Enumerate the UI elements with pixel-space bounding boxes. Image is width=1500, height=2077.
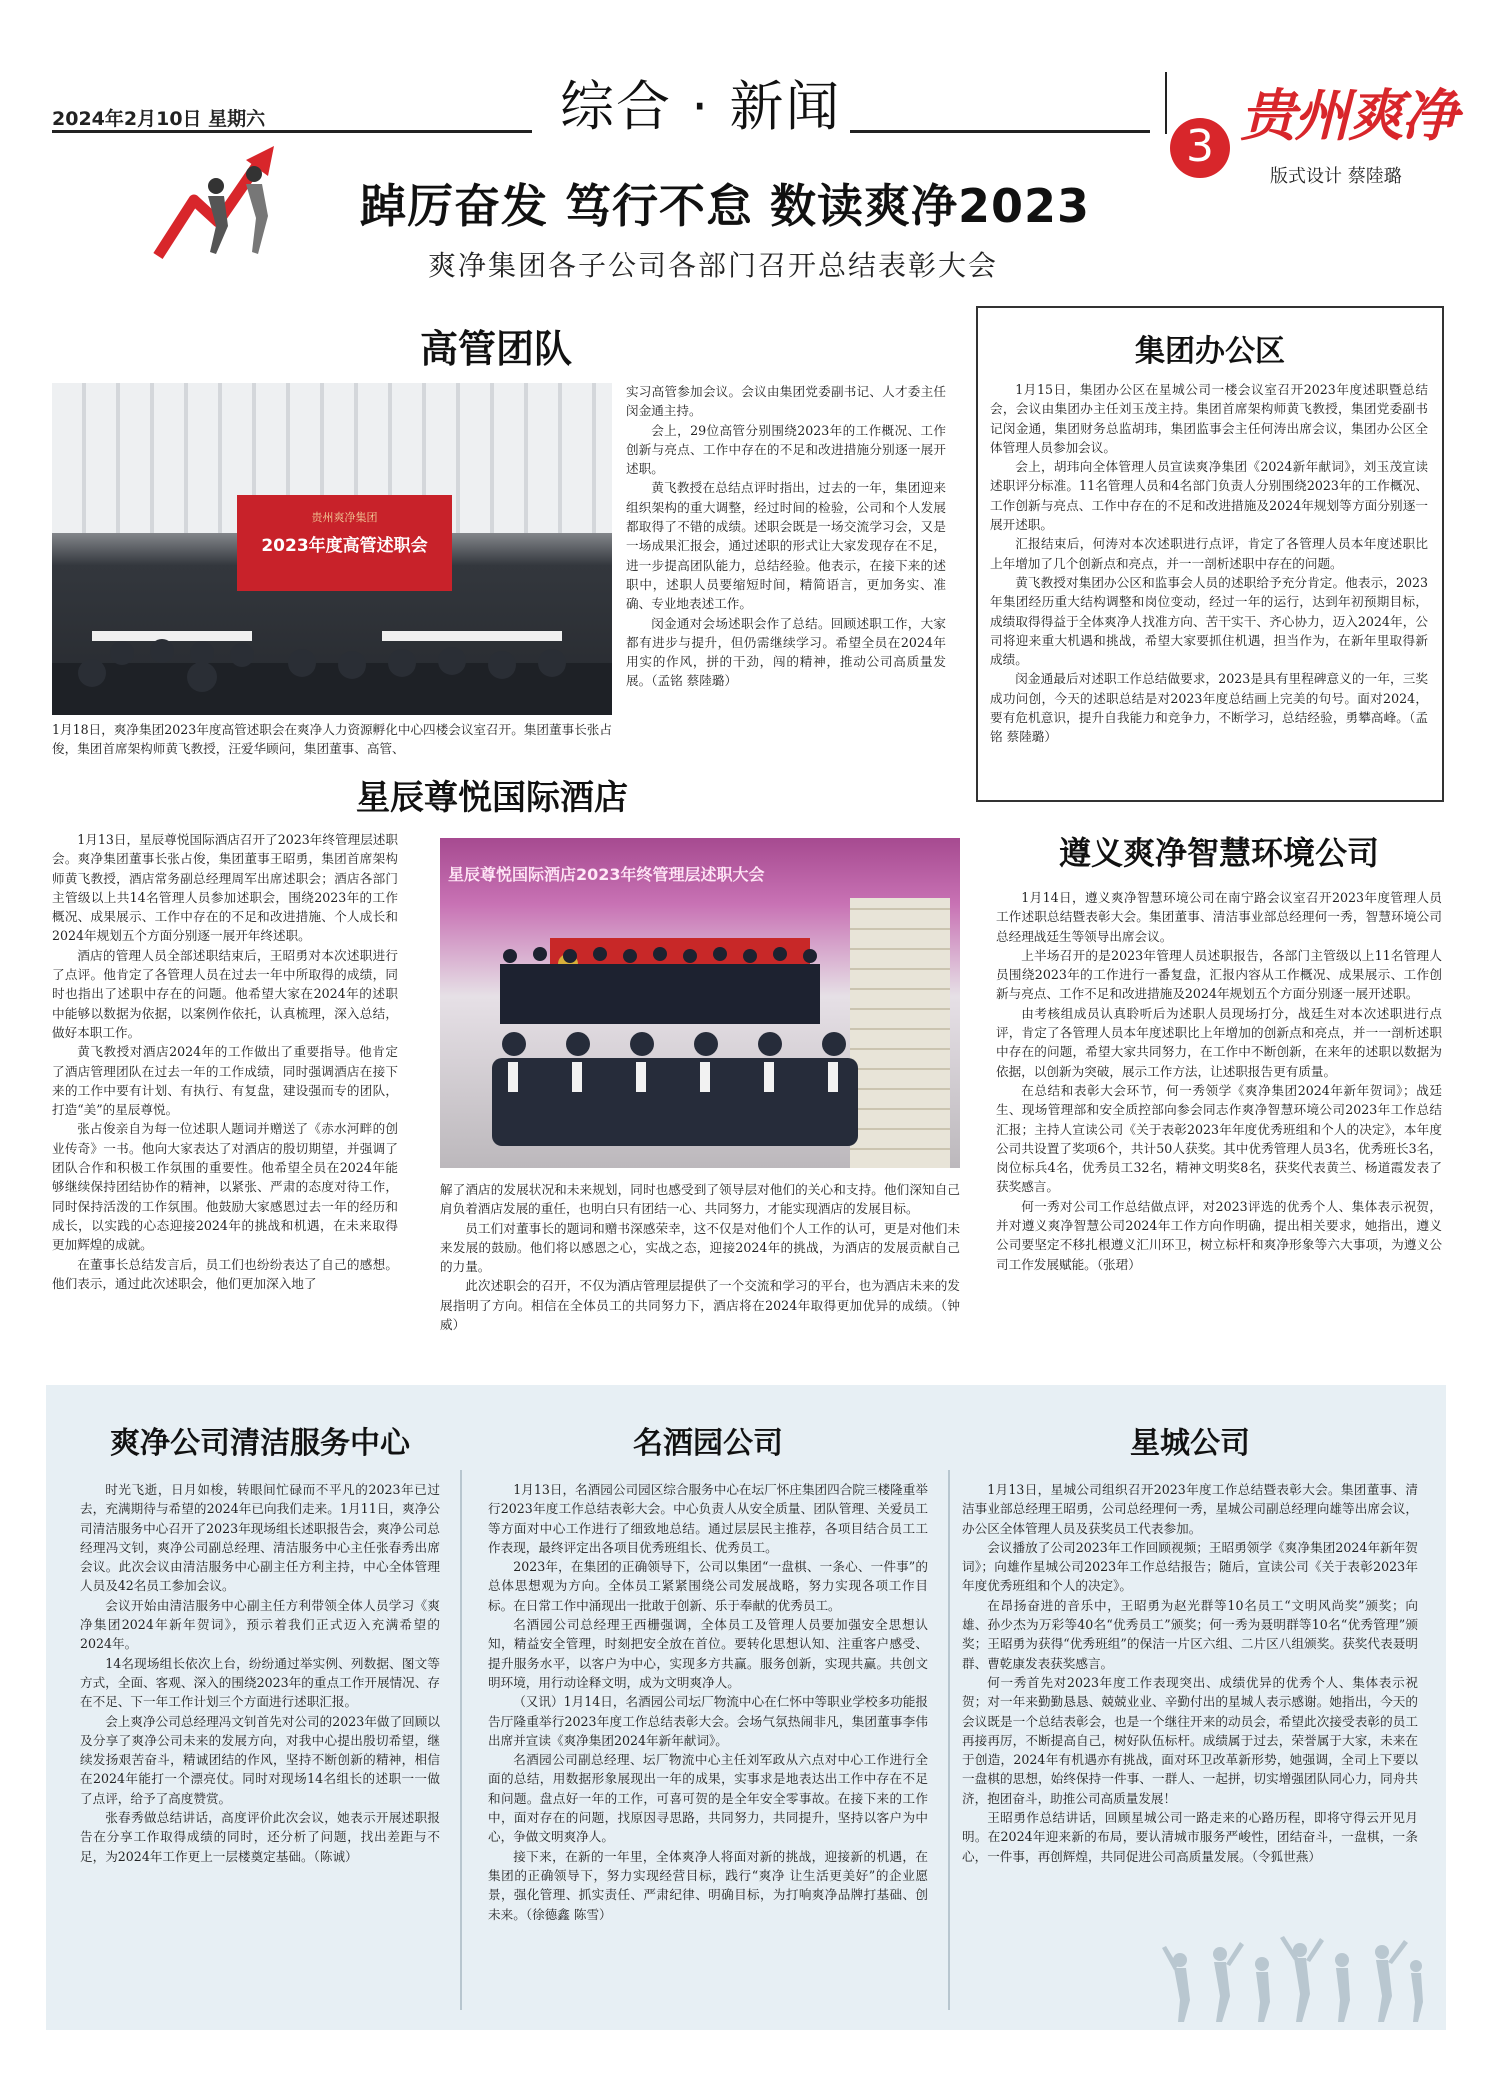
mingjiu-para-3: 名酒园公司总经理王西栅强调，全体员工及管理人员要加强安全思想认知，精益安全管理，时刻把安全放在首位。要转化思想认知、注重客户感受、提升服务水平，以客户为中心，实现多方共赢。服务创新，实现共赢。共创文明环境，用行动诠释文明，成为文明爽净人。 xyxy=(488,1617,928,1690)
cleaning-para-1: 时光飞逝，日月如梭，转眼间忙碌而不平凡的2023年已过去，充满期待与希望的2024年已向我们走来。1月11日，爽净公司清洁服务中心召开了2023年现场组长述职报告会，爽净公司总经理冯文钊，爽净公司副总经理、清洁服务中心主任张春秀出席会议。此次会议由清洁服务中心副主任方利主持，中心全体管理人员及42名员工参加会议。 xyxy=(80,1482,440,1594)
designer-credit: 版式设计 蔡陸璐 xyxy=(1270,166,1402,187)
xingcheng-para-4: 何一秀首先对2023年度工作表现突出、成绩优异的优秀个人、集体表示祝贺；对一年来勤勤恳恳、兢兢业业、辛勤付出的星城人表示感谢。她指出，今天的会议既是一个总结表彰会，也是一个继往开来的动员会，希望此次接受表彰的员工再接再厉，不断提高自己，树好队伍标杆。成绩属于过去，荣誉属于大家，未来在于创造，2024年有机遇亦有挑战，面对环卫改革新形势，她强调，全司上下要以一盘棋的思想，始终保持一件事、一群人、一起拼，切实增强团队同心力，同舟共济，抱团奋斗，助推公司高质量发展！ xyxy=(962,1674,1418,1806)
executive-banner: 贵州爽净集团 2023年度高管述职会 xyxy=(237,495,452,591)
growth-arrow-illustration xyxy=(150,136,310,262)
zunyi-para-1: 1月14日，遵义爽净智慧环境公司在南宁路会议室召开2023年度管理人员工作述职总结暨表彰大会。集团董事、清洁事业部总经理何一秀，智慧环境公司总经理战廷生等领导出席会议。 xyxy=(996,890,1442,944)
executive-caption: 1月18日，爽净集团2023年度高管述职会在爽净人力资源孵化中心四楼会议室召开。集团董事长张占俊，集团首席架构师黄飞教授，汪爱华顾问，集团董事、高管、 xyxy=(52,722,612,757)
header-rule-left xyxy=(52,130,532,133)
column-divider-2 xyxy=(948,1470,950,2010)
cleaning-title: 爽净公司清洁服务中心 xyxy=(110,1426,410,1461)
zunyi-para-5: 何一秀对公司工作总结做点评，对2023评选的优秀个人、集体表示祝贺，并对遵义爽净智慧公司2024年工作方向作明确，提出相关要求，她指出，遵义公司要坚定不移扎根遵义汇川环卫，树立标杆和爽净形象等六大事项，为遵义公司工作发展赋能。（张珺） xyxy=(996,1198,1442,1272)
cleaning-para-2: 会议开始由清洁服务中心副主任方利带领全体人员学习《爽净集团2024年新年贺词》，预示着我们正式迈入充满希望的2024年。 xyxy=(80,1597,440,1652)
section-title: 综合 · 新闻 xyxy=(560,75,842,138)
zunyi-para-3: 由考核组成员认真聆听后为述职人员现场打分，战廷生对本次述职进行点评，肯定了各管理人员本年度述职比上年增加的创新点和亮点，并一一剖析述职中存在的问题，希望大家共同努力，在工作中不断创新，在来年的述职以数据为依据，以创新为突破，展示工作方法，让述职报告更有质量。 xyxy=(996,1005,1442,1079)
cleaning-para-5: 张春秀做总结讲话，高度评价此次会议，她表示开展述职报告在分享工作取得成绩的同时，还分析了问题，找出差距与不足，为2024年工作更上一层楼奠定基础。（陈诚） xyxy=(80,1810,440,1864)
cleaning-para-3: 14名现场组长依次上台，纷纷通过举实例、列数据、图文等方式，全面、客观、深入的围绕2023年的重点工作开展情况、存在不足、下一年工作计划三个方面进行述职汇报。 xyxy=(80,1655,440,1710)
mingjiu-title: 名酒园公司 xyxy=(633,1426,783,1461)
column-divider-1 xyxy=(460,1470,462,2010)
xingcheng-title: 星城公司 xyxy=(1130,1426,1250,1461)
cleaning-article xyxy=(80,1480,440,1866)
hotel-article-col2 xyxy=(440,1180,960,1334)
zunyi-para-2: 上半场召开的是2023年管理人员述职报告，各部门主管级以上11名管理人员围绕2023年的工作进行一番复盘，汇报内容从工作概况、成果展示、工作创新与亮点、工作不足和改进措施及2024年规划五个方面分别逐一展开述职。 xyxy=(996,947,1442,1002)
hotel-para-3: 黄飞教授对酒店2024年的工作做出了重要指导。他肯定了酒店管理团队在过去一年的工作成绩，同时强调酒店在接下来的工作中要有计划、有执行、有复盘，建设强而专的团队，打造“美”的星辰尊悦。 xyxy=(52,1044,398,1118)
zunyi-para-4: 在总结和表彰大会环节，何一秀领学《爽净集团2024年新年贺词》；战廷生、现场管理部和安全质控部向参会同志作爽净智慧环境公司2023年工作总结汇报；主持人宣读公司《关于表彰2023年年度优秀班组和个人的决定》，本年度公司共设置了奖项6个，共计50人获奖。其中优秀管理人员3名，优秀班长3名，岗位标兵4名，优秀员工32名，精神文明奖8名，获奖代表黄兰、杨道霞发表了获奖感言。 xyxy=(996,1082,1442,1195)
hotel-para-1: 1月13日，星辰尊悦国际酒店召开了2023年终管理层述职会。爽净集团董事长张占俊，集团董事王昭勇，集团首席架构师黄飞教授，酒店常务副总经理周军出席述职会；酒店各部门主管级以上共14名管理人员参加述职会，围绕2023年的工作概况、成果展示、工作中存在的不足和改进措施、个人成长和2024年规划五个方面分别逐一展开年终述职。 xyxy=(52,832,398,944)
office-para-3: 汇报结束后，何涛对本次述职进行点评，肯定了各管理人员本年度述职比上年增加了几个创新点和亮点，并一一剖析述职中存在的问题。 xyxy=(990,536,1428,571)
zunyi-title: 遵义爽净智慧环境公司 xyxy=(1058,834,1379,872)
office-para-2: 会上，胡玮向全体管理人员宣读爽净集团《2024新年献词》，刘玉茂宣读述职评分标准。11名管理人员和4名部门负责人分别围绕2023年的工作概况、工作创新与亮点、工作中存在的不足和改进措施及2024年规划等方面分别逐一展开述职。 xyxy=(990,459,1428,533)
executive-photo xyxy=(52,383,612,715)
xingcheng-article xyxy=(962,1480,1418,1866)
office-para-4: 黄飞教授对集团办公区和监事会人员的述职给予充分肯定。他表示，2023年集团经历重大结构调整和岗位变动，经过一年的运行，达到年初预期目标，成绩取得得益于全体爽净人找准方向、苦干实干、齐心协力，迈入2024年，公司将迎来重大机遇和挑战，希望大家要抓住机遇，担当作为，在新年里取得新成绩。 xyxy=(990,574,1428,668)
mingjiu-para-2: 2023年，在集团的正确领导下，公司以集团“一盘棋、一条心、一件事”的总体思想观为方向。全体员工紧紧围绕公司发展战略，努力实现各项工作目标。在日常工作中涌现出一批敢于创新、乐于奉献的优秀员工。 xyxy=(488,1559,928,1613)
xingcheng-para-3: 在昂扬奋进的音乐中，王昭勇为赵光群等10名员工“文明风尚奖”颁奖；向雄、孙少杰为万彩等40名“优秀员工”颁奖；何一秀为聂明群等10名“优秀管理”颁奖；王昭勇为获得“优秀班组”的保洁一片区六组、二片区八组颁奖。获奖代表聂明群、曹乾康发表获奖感言。 xyxy=(962,1597,1418,1671)
cleaning-para-4: 会上爽净公司总经理冯文钊首先对公司的2023年做了回顾以及分享了爽净公司未来的发展方向，对我中心提出殷切希望，继续发扬艰苦奋斗，精诚团结的作风，坚持不断创新的精神，相信在2024年能打一个漂亮仗。同时对现场14名组长的述职一一做了点评，给予了高度赞赏。 xyxy=(80,1713,440,1806)
mingjiu-para-1: 1月13日，名酒园公司园区综合服务中心在坛厂怀庄集团四合院三楼隆重举行2023年度工作总结表彰大会。中心负责人从安全质量、团队管理、关爱员工等方面对中心工作进行了细致地总结。通过层层民主推荐，各项目结合员工工作表现，最终评定出各项目优秀班组长、优秀员工。 xyxy=(488,1482,928,1555)
main-headline: 踔厉奋发 笃行不怠 数读爽净2023 xyxy=(360,179,1091,233)
mingjiu-para-6: 接下来，在新的一年里，全体爽净人将面对新的挑战，迎接新的机遇，在集团的正确领导下，努力实现经营目标，践行“爽净 让生活更美好”的企业愿景，强化管理、抓实责任、严肃纪律、明确目标，为打响爽净品牌打基础、创未来。（徐德鑫 陈雪） xyxy=(488,1848,928,1922)
executive-para-3: 黄飞教授在总结点评时指出，过去的一年，集团迎来组织架构的重大调整，经过时间的检验，公司和个人发展都取得了不错的成绩。述职会既是一场交流学习会，又是一场成果汇报会，通过述职的形式让大家发现存在不足，进一步提高团队能力，总结经验。他表示，在接下来的述职中，述职人员要缩短时间，精简语言，更加务实、准确、专业地表述工作。 xyxy=(626,480,946,612)
xingcheng-para-1: 1月13日，星城公司组织召开2023年度工作总结暨表彰大会。集团董事、清洁事业部总经理王昭勇，公司总经理何一秀，星城公司副总经理向雄等出席会议，办公区全体管理人员及获奖员工代表参加。 xyxy=(962,1482,1418,1536)
executive-title: 高管团队 xyxy=(420,326,573,371)
hotel-para-4: 张占俊亲自为每一位述职人题词并赠送了《赤水河畔的创业传奇》一书。他向大家表达了对酒店的殷切期望，并强调了团队合作和积极工作氛围的重要性。他希望全员在2024年能够继续保持团结协作的精神，以紧张、严肃的态度对待工作，同时保持活泼的工作氛围。他鼓励大家感恩过去一年的经历和成长，以实践的心态迎接2024年的挑战和机遇，在未来取得更加辉煌的成就。 xyxy=(52,1121,398,1253)
hotel-para-7: 员工们对董事长的题词和赠书深感荣幸，这不仅是对他们个人工作的认可，更是对他们未来发展的鼓励。他们将以感恩之心，实战之态，迎接2024年的挑战，为酒店的发展贡献自己的力量。 xyxy=(440,1220,960,1275)
issue-date: 2024年2月10日 星期六 xyxy=(52,108,266,130)
mingjiu-para-4: （又讯）1月14日，名酒园公司坛厂物流中心在仁怀中等职业学校多功能报告厅隆重举行2023年度工作总结表彰大会。会场气氛热闹非凡，集团董事李伟出席并宣读《爽净集团2024年新年献词》。 xyxy=(488,1694,928,1748)
header-rule-vertical xyxy=(1165,72,1167,134)
hotel-para-8: 此次述职会的召开，不仅为酒店管理层提供了一个交流和学习的平台，也为酒店未来的发展指明了方向。相信在全体员工的共同努力下，酒店将在2024年取得更加优异的成绩。（钟威） xyxy=(440,1278,960,1333)
executive-article xyxy=(626,382,946,691)
hotel-para-5: 在董事长总结发言后，员工们也纷纷表达了自己的感想。他们表示，通过此次述职会，他们更加深入地了 xyxy=(52,1256,398,1291)
executive-para-2: 会上，29位高管分别围绕2023年的工作概况、工作创新与亮点、工作中存在的不足和改进措施分别逐一展开述职。 xyxy=(626,422,946,477)
xingcheng-para-2: 会议播放了公司2023年工作回顾视频；王昭勇领学《爽净集团2024年新年贺词》；向雄作星城公司2023年工作总结报告；随后，宣读公司《关于表彰2023年年度优秀班组和个人的决定》。 xyxy=(962,1539,1418,1594)
hotel-banner: 星辰尊悦国际酒店2023年终管理层述职大会 xyxy=(448,865,765,884)
xingcheng-para-5: 王昭勇作总结讲话，回顾星城公司一路走来的心路历程，即将守得云开见月明。在2024年迎来新的布局，要认清城市服务严峻性，团结奋斗，一盘棋，一条心，一件事，再创辉煌，共同促进公司高质量发展。（令狐世燕） xyxy=(962,1810,1418,1864)
header-rule-right xyxy=(850,130,1150,133)
zunyi-article xyxy=(996,888,1442,1274)
office-para-1: 1月15日，集团办公区在星城公司一楼会议室召开2023年度述职暨总结会，会议由集团办主任刘玉茂主持。集团首席架构师黄飞教授，集团党委副书记闵金通，集团财务总监胡玮，集团监事会主任何涛出席会议，集团办公区全体管理人员参加会议。 xyxy=(990,382,1428,455)
office-article xyxy=(990,380,1428,747)
executive-para-4: 闵金通对会场述职会作了总结。回顾述职工作，大家都有进步与提升，但仍需继续学习。希望全员在2024年用实的作风，拼的干劲，闯的精神，推动公司高质量发展。（孟铭 蔡陸璐） xyxy=(626,615,946,689)
executive-para-1: 实习高管参加会议。会议由集团党委副书记、人才委主任闵金通主持。 xyxy=(626,384,946,419)
logo: 贵州爽净 xyxy=(1240,83,1456,149)
hotel-photo xyxy=(440,838,960,1168)
celebration-silhouette xyxy=(1160,1930,1430,2025)
page-number: 3 xyxy=(1170,118,1230,178)
hotel-para-2: 酒店的管理人员全部述职结束后，王昭勇对本次述职进行了点评。他肯定了各管理人员在过去一年中所取得的成绩，同时也指出了述职中存在的问题。他希望大家在2024年的述职中能够以数据为依据，以案例作依托，认真梳理，深入总结，做好本职工作。 xyxy=(52,947,398,1040)
sub-headline: 爽净集团各子公司各部门召开总结表彰大会 xyxy=(428,249,999,282)
hotel-article-col1 xyxy=(52,830,398,1293)
hotel-para-6: 解了酒店的发展状况和未来规划，同时也感受到了领导层对他们的关心和支持。他们深知自己肩负着酒店发展的重任，也明白只有团结一心、共同努力，才能实现酒店的发展目标。 xyxy=(440,1182,960,1217)
office-title: 集团办公区 xyxy=(1135,334,1285,369)
office-para-5: 闵金通最后对述职工作总结做要求，2023是具有里程碑意义的一年，三奖成功问创，今天的述职总结是对2023年度总结画上完美的句号。面对2024，要有危机意识，提升自我能力和竞争力，不断学习，总结经验，勇攀高峰。（孟铭 蔡陸璐） xyxy=(990,671,1428,745)
mingjiu-para-5: 名酒园公司副总经理、坛厂物流中心主任刘军政从六点对中心工作进行全面的总结，用数据形象展现出一年的成果，实事求是地表达出工作中存在不足和问题。盘点好一年的工作，可喜可贺的是全年安全零事故。在接下来的工作中，面对存在的问题，找原因寻思路，共同努力，共同提升，坚持以客户为中心，争做文明爽净人。 xyxy=(488,1752,928,1845)
mingjiu-article xyxy=(488,1480,928,1924)
hotel-title: 星辰尊悦国际酒店 xyxy=(356,778,628,818)
